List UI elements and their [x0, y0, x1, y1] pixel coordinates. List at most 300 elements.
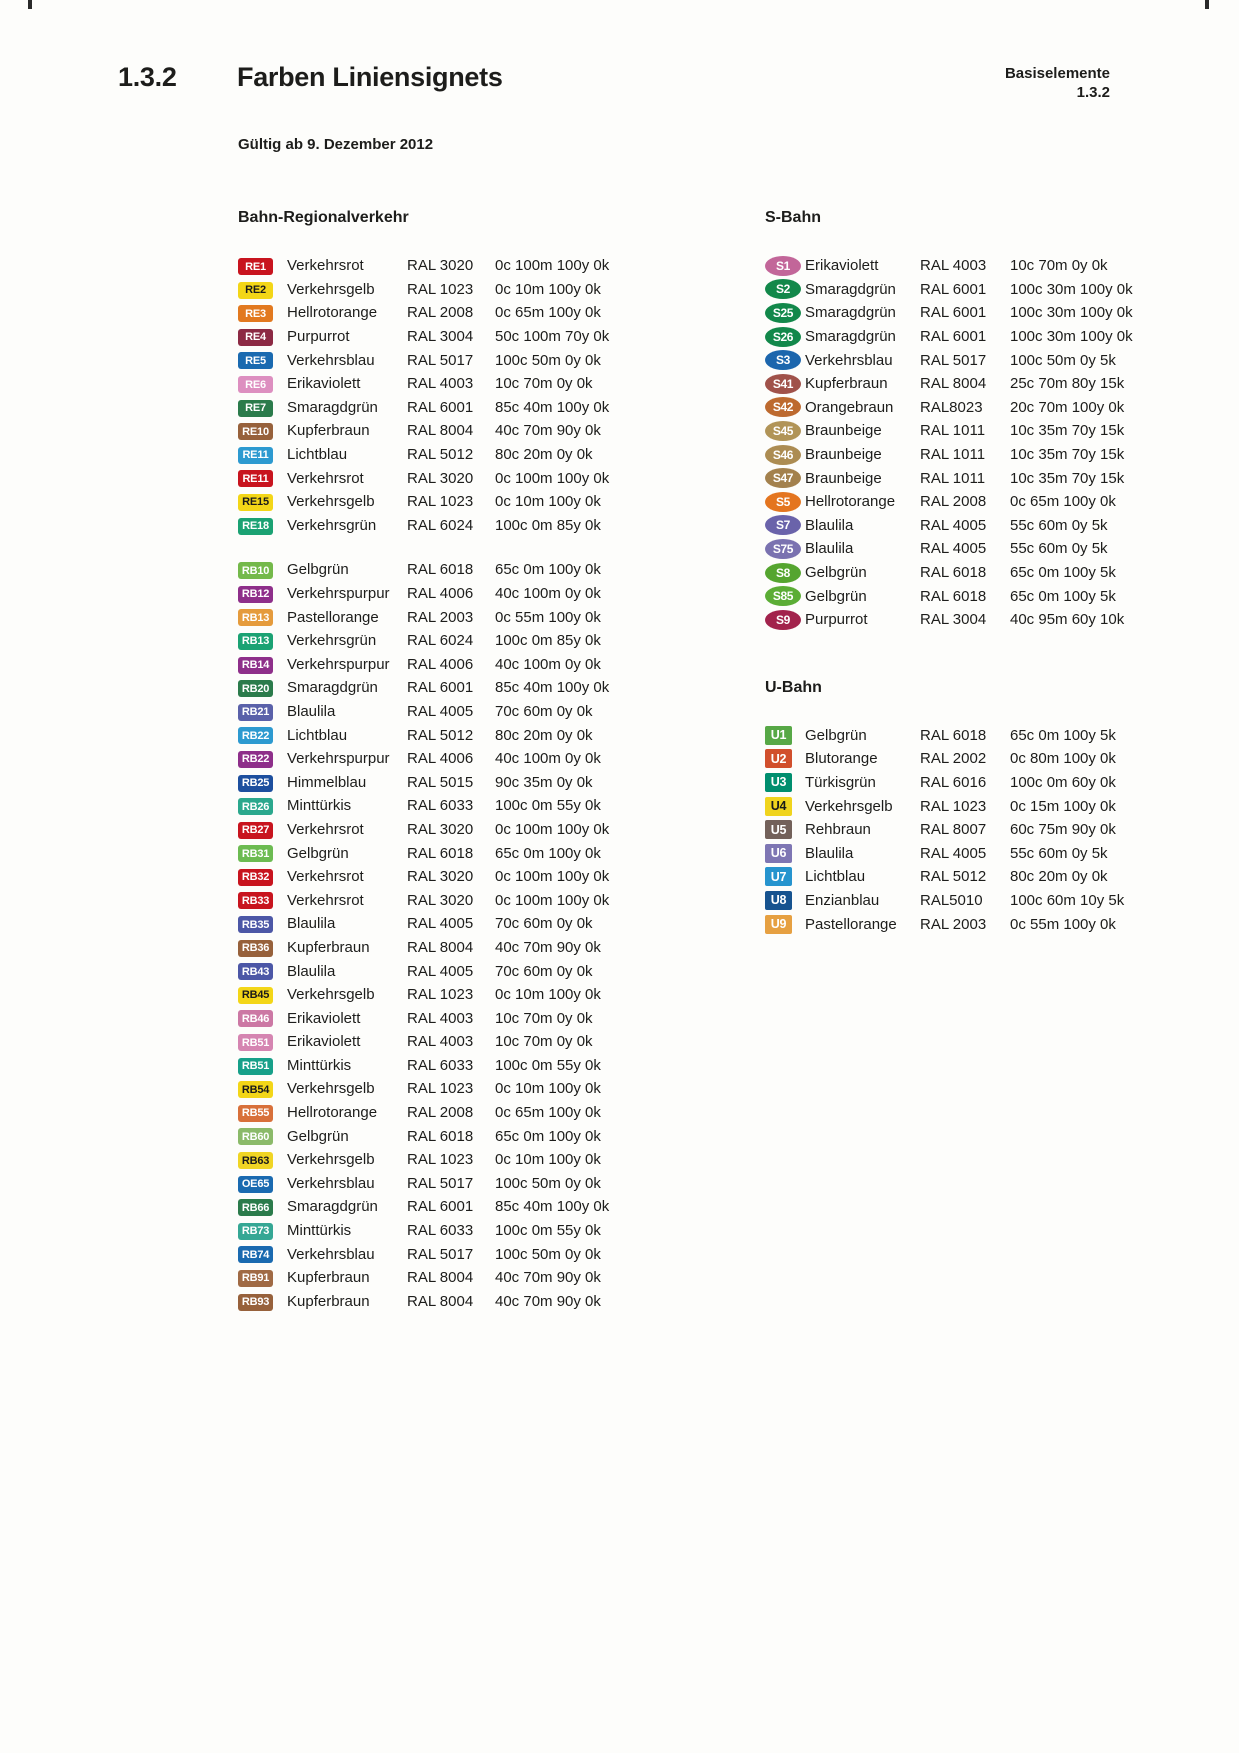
line-signet-badge: RB25: [238, 775, 273, 792]
color-name: Verkehrsgelb: [805, 797, 893, 815]
cmyk-value: 65c 0m 100y 5k: [1010, 564, 1116, 582]
ral-code: RAL 1023: [407, 280, 474, 298]
color-name: Blaulila: [287, 702, 336, 720]
badge-cell: [238, 867, 287, 886]
color-name: Verkehrsgrün: [287, 516, 377, 534]
cmyk-value: 55c 60m 0y 5k: [1010, 844, 1108, 862]
ral-code: RAL5010: [920, 891, 983, 909]
color-row: [238, 1101, 668, 1125]
ral-code: RAL 1023: [407, 1151, 474, 1169]
badge-cell: [765, 867, 805, 886]
badge-cell: [238, 398, 287, 417]
cmyk-value: 0c 10m 100y 0k: [495, 1151, 601, 1169]
badge-cell: [238, 1056, 287, 1075]
line-signet-badge: RB35: [238, 916, 273, 933]
badge-cell: [238, 797, 287, 816]
ral-code: RAL 6018: [920, 564, 987, 582]
color-row: [238, 348, 668, 372]
color-name: Lichtblau: [805, 868, 866, 886]
color-name: Türkisgrün: [805, 773, 876, 791]
color-name: Verkehrsblau: [287, 1174, 375, 1192]
color-name: Pastellorange: [805, 915, 897, 933]
badge-cell: [238, 679, 287, 698]
line-signet-badge: RE15: [238, 494, 273, 511]
badge-cell: [765, 844, 805, 863]
ral-code: RAL 8007: [920, 821, 987, 839]
ral-code: RAL 1023: [407, 493, 474, 511]
line-signet-badge: S46: [765, 445, 801, 465]
badge-cell: [238, 1151, 287, 1170]
color-name: Rehbraun: [805, 821, 871, 839]
color-name: Minttürkis: [287, 797, 352, 815]
row-group: [765, 254, 1195, 632]
ral-code: RAL 1011: [920, 446, 986, 464]
badge-cell: [238, 561, 287, 580]
badge-cell: [238, 1245, 287, 1264]
cmyk-value: 40c 70m 90y 0k: [495, 938, 601, 956]
cmyk-value: 0c 100m 100y 0k: [495, 868, 610, 886]
cmyk-value: 50c 100m 70y 0k: [495, 328, 610, 346]
line-signet-badge: S1: [765, 256, 801, 276]
color-name: Kupferbraun: [287, 422, 370, 440]
ral-code: RAL 2002: [920, 750, 987, 768]
badge-cell: [765, 397, 805, 417]
line-signet-badge: RE11: [238, 470, 273, 487]
color-name: Smaragdgrün: [287, 679, 378, 697]
line-signet-badge: S8: [765, 563, 801, 583]
color-name: Gelbgrün: [805, 726, 867, 744]
color-row: [238, 1077, 668, 1101]
section-bahn-regionalverkehr: [238, 208, 668, 1313]
color-row: [765, 419, 1195, 443]
color-name: Blaulila: [287, 962, 336, 980]
color-row: [238, 818, 668, 842]
line-signet-badge: RB46: [238, 1010, 273, 1027]
color-row: [765, 818, 1195, 842]
badge-cell: [238, 1198, 287, 1217]
ral-code: RAL 4005: [920, 516, 987, 534]
color-row: [238, 653, 668, 677]
badge-cell: [765, 445, 805, 465]
cmyk-value: 100c 0m 55y 0k: [495, 1056, 601, 1074]
line-signet-badge: RB33: [238, 892, 273, 909]
cmyk-value: 80c 20m 0y 0k: [495, 726, 593, 744]
header-right-section-number: 1.3.2: [1076, 84, 1110, 101]
line-signet-badge: RE4: [238, 329, 273, 346]
color-name: Verkehrsgelb: [287, 986, 375, 1004]
cmyk-value: 0c 65m 100y 0k: [495, 304, 601, 322]
cmyk-value: 100c 0m 55y 0k: [495, 797, 601, 815]
cmyk-value: 0c 55m 100y 0k: [495, 608, 601, 626]
line-signet-badge: RB54: [238, 1081, 273, 1098]
section-number: 1.3.2: [118, 62, 177, 92]
ral-code: RAL 1011: [920, 422, 986, 440]
row-group: [765, 724, 1195, 936]
color-row: [238, 1148, 668, 1172]
cmyk-value: 80c 20m 0y 0k: [1010, 868, 1108, 886]
color-name: Orangebraun: [805, 398, 894, 416]
line-signet-badge: U5: [765, 820, 792, 839]
color-name: Himmelblau: [287, 773, 367, 791]
badge-cell: [238, 608, 287, 627]
badge-cell: [238, 1221, 287, 1240]
color-name: Purpurrot: [805, 611, 868, 629]
color-name: Lichtblau: [287, 726, 348, 744]
badge-cell: [765, 279, 805, 299]
line-signet-badge: S2: [765, 279, 801, 299]
cmyk-value: 85c 40m 100y 0k: [495, 398, 610, 416]
cmyk-value: 100c 0m 85y 0k: [495, 632, 601, 650]
ral-code: RAL 3020: [407, 257, 474, 275]
line-signet-badge: S75: [765, 539, 801, 559]
ral-code: RAL 5012: [407, 726, 474, 744]
section-u-bahn: [765, 678, 1195, 936]
cmyk-value: 100c 50m 0y 5k: [1010, 351, 1116, 369]
cmyk-value: 70c 60m 0y 0k: [495, 962, 593, 980]
color-name: Verkehrspurpur: [287, 750, 390, 768]
badge-cell: [765, 820, 805, 839]
cmyk-value: 40c 70m 90y 0k: [495, 1292, 601, 1310]
cmyk-value: 100c 0m 60y 0k: [1010, 773, 1116, 791]
cmyk-value: 10c 70m 0y 0k: [495, 1009, 593, 1027]
badge-cell: [238, 915, 287, 934]
cmyk-value: 65c 0m 100y 0k: [495, 844, 601, 862]
line-signet-badge: RE18: [238, 518, 273, 535]
color-name: Braunbeige: [805, 422, 882, 440]
color-name: Kupferbraun: [287, 1269, 370, 1287]
color-name: Smaragdgrün: [287, 1198, 378, 1216]
badge-cell: [765, 374, 805, 394]
color-row: [765, 608, 1195, 632]
ral-code: RAL 5017: [920, 351, 987, 369]
color-row: [238, 254, 668, 278]
line-signet-badge: RB36: [238, 940, 273, 957]
ral-code: RAL 2008: [920, 493, 987, 511]
color-row: [238, 747, 668, 771]
line-signet-badge: RB63: [238, 1152, 273, 1169]
cmyk-value: 0c 100m 100y 0k: [495, 891, 610, 909]
color-row: [238, 1124, 668, 1148]
row-group: [238, 254, 668, 537]
color-row: [765, 443, 1195, 467]
line-signet-badge: S85: [765, 586, 801, 606]
color-name: Pastellorange: [287, 608, 379, 626]
line-signet-badge: U2: [765, 749, 792, 768]
color-name: Minttürkis: [287, 1222, 352, 1240]
color-name: Gelbgrün: [805, 564, 867, 582]
ral-code: RAL8023: [920, 398, 983, 416]
ral-code: RAL 6018: [407, 844, 474, 862]
line-signet-badge: S7: [765, 515, 801, 535]
color-row: [238, 723, 668, 747]
column-left: [238, 208, 668, 1313]
line-signet-badge: RB55: [238, 1105, 273, 1122]
ral-code: RAL 3020: [407, 469, 474, 487]
color-row: [238, 936, 668, 960]
line-signet-badge: S42: [765, 397, 801, 417]
badge-cell: [765, 563, 805, 583]
color-row: [238, 443, 668, 467]
badge-cell: [765, 256, 805, 276]
color-row: [238, 490, 668, 514]
badge-cell: [238, 469, 287, 488]
color-row: [238, 419, 668, 443]
ral-code: RAL 5017: [407, 1174, 474, 1192]
badge-cell: [765, 539, 805, 559]
color-name: Erikaviolett: [287, 1033, 361, 1051]
cmyk-value: 0c 100m 100y 0k: [495, 820, 610, 838]
color-row: [238, 888, 668, 912]
cmyk-value: 20c 70m 100y 0k: [1010, 398, 1125, 416]
badge-cell: [765, 350, 805, 370]
color-name: Verkehrspurpur: [287, 655, 390, 673]
crop-mark-top-left: [28, 0, 32, 9]
line-signet-badge: RB22: [238, 727, 273, 744]
color-row: [765, 537, 1195, 561]
line-signet-badge: RE11: [238, 447, 273, 464]
badge-cell: [765, 915, 805, 934]
color-row: [765, 301, 1195, 325]
cmyk-value: 100c 50m 0y 0k: [495, 351, 601, 369]
badge-cell: [238, 820, 287, 839]
line-signet-badge: RB73: [238, 1223, 273, 1240]
color-name: Verkehrsblau: [287, 351, 375, 369]
line-signet-badge: RE7: [238, 400, 273, 417]
ral-code: RAL 4005: [920, 540, 987, 558]
ral-code: RAL 5015: [407, 773, 474, 791]
color-name: Kupferbraun: [287, 1292, 370, 1310]
color-row: [238, 912, 668, 936]
color-name: Erikaviolett: [805, 257, 879, 275]
ral-code: RAL 4006: [407, 750, 474, 768]
badge-cell: [238, 351, 287, 370]
cmyk-value: 55c 60m 0y 5k: [1010, 540, 1108, 558]
ral-code: RAL 1023: [920, 797, 987, 815]
badge-cell: [238, 375, 287, 394]
cmyk-value: 10c 70m 0y 0k: [495, 375, 593, 393]
cmyk-value: 0c 80m 100y 0k: [1010, 750, 1116, 768]
badge-cell: [238, 422, 287, 441]
ral-code: RAL 6018: [920, 726, 987, 744]
ral-code: RAL 4006: [407, 585, 474, 603]
badge-cell: [765, 327, 805, 347]
cmyk-value: 10c 35m 70y 15k: [1010, 446, 1125, 464]
color-row: [238, 1006, 668, 1030]
line-signet-badge: S3: [765, 350, 801, 370]
line-signet-badge: RB91: [238, 1270, 273, 1287]
color-row: [238, 514, 668, 538]
color-row: [238, 770, 668, 794]
page-title: Farben Liniensignets: [237, 62, 503, 92]
ral-code: RAL 4003: [407, 375, 474, 393]
color-name: Erikaviolett: [287, 1009, 361, 1027]
color-row: [765, 466, 1195, 490]
ral-code: RAL 3004: [920, 611, 987, 629]
line-signet-badge: RB93: [238, 1294, 273, 1311]
ral-code: RAL 5012: [920, 868, 987, 886]
color-name: Gelbgrün: [805, 587, 867, 605]
color-row: [238, 959, 668, 983]
color-row: [765, 747, 1195, 771]
color-row: [765, 771, 1195, 795]
badge-cell: [238, 655, 287, 674]
ral-code: RAL 4003: [407, 1009, 474, 1027]
color-name: Purpurrot: [287, 328, 350, 346]
color-row: [238, 1195, 668, 1219]
ral-code: RAL 4006: [407, 655, 474, 673]
cmyk-value: 0c 15m 100y 0k: [1010, 797, 1116, 815]
cmyk-value: 0c 100m 100y 0k: [495, 469, 610, 487]
color-row: [238, 1172, 668, 1196]
ral-code: RAL 8004: [407, 938, 474, 956]
color-name: Gelbgrün: [287, 1127, 349, 1145]
line-signet-badge: RB32: [238, 869, 273, 886]
badge-cell: [765, 749, 805, 768]
cmyk-value: 25c 70m 80y 15k: [1010, 375, 1125, 393]
color-row: [238, 865, 668, 889]
ral-code: RAL 4005: [920, 844, 987, 862]
ral-code: RAL 3004: [407, 328, 474, 346]
color-row: [238, 1266, 668, 1290]
section-s-bahn: [765, 208, 1195, 632]
ral-code: RAL 6001: [407, 398, 474, 416]
color-row: [765, 584, 1195, 608]
line-signet-badge: RB31: [238, 845, 273, 862]
section-heading: U-Bahn: [765, 678, 822, 696]
color-row: [238, 1242, 668, 1266]
badge-cell: [765, 515, 805, 535]
color-name: Smaragdgrün: [287, 398, 378, 416]
color-name: Minttürkis: [287, 1056, 352, 1074]
color-row: [238, 1030, 668, 1054]
cmyk-value: 100c 30m 100y 0k: [1010, 304, 1133, 322]
badge-cell: [238, 1103, 287, 1122]
badge-cell: [765, 586, 805, 606]
badge-cell: [765, 610, 805, 630]
color-name: Blaulila: [805, 844, 854, 862]
ral-code: RAL 2003: [920, 915, 987, 933]
badge-cell: [238, 1080, 287, 1099]
color-name: Smaragdgrün: [805, 328, 896, 346]
ral-code: RAL 4005: [407, 962, 474, 980]
color-name: Blaulila: [287, 915, 336, 933]
color-name: Kupferbraun: [805, 375, 888, 393]
color-row: [238, 841, 668, 865]
cmyk-value: 85c 40m 100y 0k: [495, 679, 610, 697]
color-row: [765, 348, 1195, 372]
line-signet-badge: U1: [765, 726, 792, 745]
color-row: [238, 794, 668, 818]
color-name: Lichtblau: [287, 446, 348, 464]
ral-code: RAL 6018: [407, 1127, 474, 1145]
line-signet-badge: S26: [765, 327, 801, 347]
color-row: [238, 605, 668, 629]
cmyk-value: 10c 35m 70y 15k: [1010, 422, 1125, 440]
badge-cell: [238, 985, 287, 1004]
color-name: Verkehrsgelb: [287, 493, 375, 511]
line-signet-badge: U9: [765, 915, 792, 934]
color-name: Gelbgrün: [287, 844, 349, 862]
cmyk-value: 65c 0m 100y 0k: [495, 561, 601, 579]
line-signet-badge: S5: [765, 492, 801, 512]
badge-cell: [765, 492, 805, 512]
cmyk-value: 100c 30m 100y 0k: [1010, 328, 1133, 346]
ral-code: RAL 5017: [407, 351, 474, 369]
line-signet-badge: S9: [765, 610, 801, 630]
badge-cell: [238, 304, 287, 323]
cmyk-value: 0c 10m 100y 0k: [495, 1080, 601, 1098]
ral-code: RAL 8004: [920, 375, 987, 393]
ral-code: RAL 6033: [407, 1056, 474, 1074]
badge-cell: [765, 797, 805, 816]
cmyk-value: 55c 60m 0y 5k: [1010, 516, 1108, 534]
badge-cell: [238, 1033, 287, 1052]
color-row: [238, 325, 668, 349]
line-signet-badge: U7: [765, 867, 792, 886]
badge-cell: [238, 631, 287, 650]
cmyk-value: 100c 50m 0y 0k: [495, 1174, 601, 1192]
line-signet-badge: RB21: [238, 704, 273, 721]
color-row: [238, 629, 668, 653]
line-signet-badge: RB10: [238, 562, 273, 579]
color-name: Braunbeige: [805, 446, 882, 464]
color-row: [238, 700, 668, 724]
line-signet-badge: RB13: [238, 609, 273, 626]
ral-code: RAL 6024: [407, 516, 474, 534]
line-signet-badge: RB20: [238, 680, 273, 697]
ral-code: RAL 8004: [407, 422, 474, 440]
color-name: Verkehrsgelb: [287, 1080, 375, 1098]
color-name: Verkehrsblau: [805, 351, 893, 369]
cmyk-value: 40c 100m 0y 0k: [495, 585, 601, 603]
ral-code: RAL 4003: [407, 1033, 474, 1051]
color-name: Verkehrsblau: [287, 1245, 375, 1263]
ral-code: RAL 3020: [407, 891, 474, 909]
color-row: [238, 983, 668, 1007]
badge-cell: [238, 492, 287, 511]
line-signet-badge: RB27: [238, 822, 273, 839]
badge-cell: [238, 891, 287, 910]
color-row: [238, 278, 668, 302]
line-signet-badge: RB74: [238, 1246, 273, 1263]
cmyk-value: 10c 35m 70y 15k: [1010, 469, 1125, 487]
color-row: [765, 794, 1195, 818]
color-row: [238, 396, 668, 420]
line-signet-badge: RB13: [238, 633, 273, 650]
line-signet-badge: RE10: [238, 423, 273, 440]
badge-cell: [238, 1292, 287, 1311]
section-heading: S-Bahn: [765, 209, 821, 226]
color-name: Verkehrsrot: [287, 820, 364, 838]
header-right-block: [1005, 64, 1110, 102]
ral-code: RAL 6033: [407, 797, 474, 815]
color-name: Smaragdgrün: [805, 304, 896, 322]
line-signet-badge: U6: [765, 844, 792, 863]
ral-code: RAL 4005: [407, 702, 474, 720]
ral-code: RAL 6001: [407, 679, 474, 697]
ral-code: RAL 1011: [920, 469, 986, 487]
line-signet-badge: RE6: [238, 376, 273, 393]
color-row: [765, 325, 1195, 349]
line-signet-badge: RE1: [238, 258, 273, 275]
ral-code: RAL 2003: [407, 608, 474, 626]
line-signet-badge: S25: [765, 303, 801, 323]
line-signet-badge: RB45: [238, 987, 273, 1004]
cmyk-value: 80c 20m 0y 0k: [495, 446, 593, 464]
badge-cell: [238, 1127, 287, 1146]
badge-cell: [238, 726, 287, 745]
color-name: Kupferbraun: [287, 938, 370, 956]
